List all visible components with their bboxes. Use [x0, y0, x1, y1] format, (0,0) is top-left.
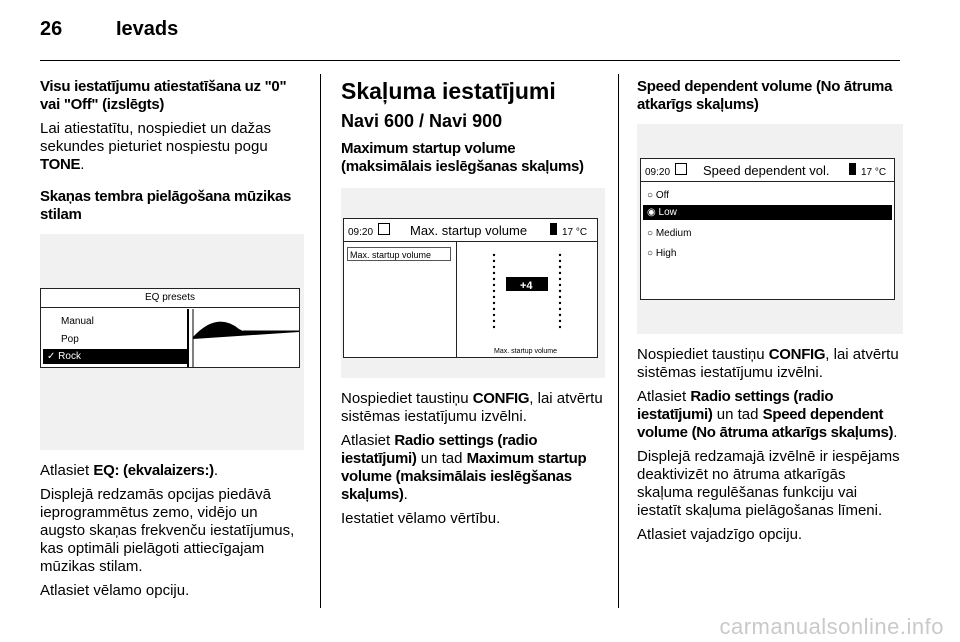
- battery-icon: [849, 163, 856, 175]
- column-divider: [618, 74, 619, 608]
- config-keyword: CONFIG: [472, 390, 530, 407]
- press-suffix: , lai atvērtu sistēmas iestatījumu izvēlni.: [637, 346, 899, 381]
- press-suffix: , lai atvērtu sistēmas iestatījumu izvēlni.: [341, 390, 603, 425]
- option-off: ○ Off: [647, 190, 669, 201]
- and-then: un tad: [716, 406, 759, 423]
- max-volume-status-bar: [344, 219, 597, 242]
- eq-select-paragraph: Atlasiet EQ: (ekvalaizers:).: [40, 462, 219, 479]
- eq-item-rock: [43, 349, 187, 364]
- reset-text: Lai atiestatītu, nospiediet un dažas sekundes pieturiet nospiestu pogu: [40, 120, 271, 155]
- option-low: ◉ Low: [643, 205, 892, 220]
- max-volume-heading: Maximum startup volume (maksimālais ieslēgšanas skaļums): [341, 140, 584, 175]
- eq-heading: Skaņas tembra pielāgošana mūzikas stilam: [40, 188, 292, 223]
- speed-volume-screenshot: [637, 124, 903, 334]
- column-divider: [320, 74, 321, 608]
- speed-volume-heading: Speed dependent volume (No ātruma atkarīgs skaļums): [637, 78, 893, 113]
- and-then: un tad: [420, 450, 463, 467]
- volume-settings-title: Skaļuma iestatījumi: [341, 78, 556, 104]
- battery-icon: [550, 223, 557, 235]
- select-prefix: Atlasiet: [341, 432, 391, 449]
- mute-icon: [378, 223, 390, 235]
- select-prefix: Atlasiet: [637, 388, 687, 405]
- temperature: 17 °C: [861, 167, 887, 178]
- press-prefix: Nospiediet taustiņu: [637, 346, 765, 363]
- max-volume-screenshot: [341, 188, 605, 378]
- press-prefix: Nospiediet taustiņu: [341, 390, 469, 407]
- speed-volume-status-bar: [641, 159, 894, 182]
- eq-keyword: EQ: (ekvalaizers:): [93, 462, 214, 479]
- eq-description: Displejā redzamās opcijas piedāvā ieprogrammētus zemo, vidējo un augsto skaņas frekvenču iestatījumus, kas optimāli pielāgoti attiecīgajam mūzikas stilam.: [40, 486, 295, 575]
- option-medium-label: Medium: [655, 228, 692, 239]
- radio-settings-keyword: Radio settings (radio iestatījumi): [637, 388, 834, 423]
- option-high: ○ High: [647, 248, 677, 259]
- eq-title: EQ presets: [144, 292, 196, 303]
- panel-divider: [456, 241, 457, 357]
- speed-volume-screen: [640, 158, 895, 300]
- radio-settings-keyword: Radio settings (radio iestatījumi): [341, 432, 538, 467]
- eq-item-manual: Manual: [61, 316, 94, 327]
- header-rule: [40, 60, 900, 61]
- select-max-paragraph: Atlasiet Radio settings (radio iestatījumi) un tad Maximum startup volume (maksimālais ieslēgšanas skaļums).: [341, 432, 587, 503]
- temperature: 17 °C: [562, 227, 588, 238]
- option-low-label: Low: [658, 207, 677, 218]
- option-high-label: High: [655, 248, 677, 259]
- eq-title-bar: [41, 289, 299, 308]
- max-volume-keyword: Maximum startup volume (maksimālais ieslēgšanas skaļums): [341, 450, 587, 503]
- clock: 09:20: [645, 167, 671, 178]
- section-title: Ievads: [116, 18, 179, 40]
- press-config-paragraph: [341, 390, 605, 426]
- column-1: [40, 78, 304, 606]
- max-volume-tab: Max. startup volume: [347, 247, 451, 261]
- screen-title: Speed dependent vol.: [703, 163, 830, 178]
- navi-subtitle: Navi 600 / Navi 900: [341, 111, 503, 131]
- volume-caption: Max. startup volume: [494, 348, 558, 355]
- mute-icon: [675, 163, 687, 175]
- tone-keyword: TONE: [40, 156, 81, 173]
- column-3: [637, 78, 903, 550]
- eq-curve-graphic: [187, 309, 299, 367]
- config-keyword: CONFIG: [768, 346, 826, 363]
- eq-item-rock-label: Rock: [58, 351, 81, 362]
- clock: 09:20: [348, 227, 374, 238]
- select-speed-paragraph: Atlasiet Radio settings (radio iestatījumi) un tad Speed dependent volume (No ātruma atkarīgs skaļums).: [637, 388, 898, 441]
- option-off-label: Off: [655, 190, 669, 201]
- eq-item-pop: Pop: [61, 334, 79, 345]
- option-medium: ○ Medium: [647, 228, 692, 239]
- eq-presets-screenshot: [40, 234, 304, 450]
- speed-volume-keyword: Speed dependent volume (No ātruma atkarīgs skaļums): [637, 406, 894, 441]
- eq-screen: [40, 288, 300, 368]
- speed-volume-final: Atlasiet vajadzīgo opciju.: [637, 526, 803, 543]
- max-volume-final: Iestatiet vēlamo vērtību.: [341, 510, 501, 527]
- volume-value: +4: [520, 280, 533, 292]
- watermark: carmanualsonline.info: [719, 614, 944, 639]
- reset-paragraph: Lai atiestatītu, nospiediet un dažas sekundes pieturiet nospiestu pogu TONE.: [40, 120, 271, 173]
- speed-volume-description: Displejā redzamajā izvēlnē ir iespējams deaktivizēt no ātruma atkarīgās skaļuma regulēšanas funkciju vai iestatīt skaļuma pielāgošanas līmeni.: [637, 448, 900, 519]
- max-volume-screen: [343, 218, 598, 358]
- page-number: 26: [40, 18, 63, 40]
- reset-heading: Visu iestatījumu atiestatīšana uz "0" vai "Off" (izslēgts): [40, 78, 287, 113]
- press-config-paragraph: [637, 346, 903, 382]
- eq-final: Atlasiet vēlamo opciju.: [40, 582, 190, 599]
- select-prefix: Atlasiet: [40, 462, 90, 479]
- screen-title: Max. startup volume: [410, 223, 528, 238]
- column-2: [341, 78, 605, 534]
- check-icon: ✓: [47, 351, 56, 362]
